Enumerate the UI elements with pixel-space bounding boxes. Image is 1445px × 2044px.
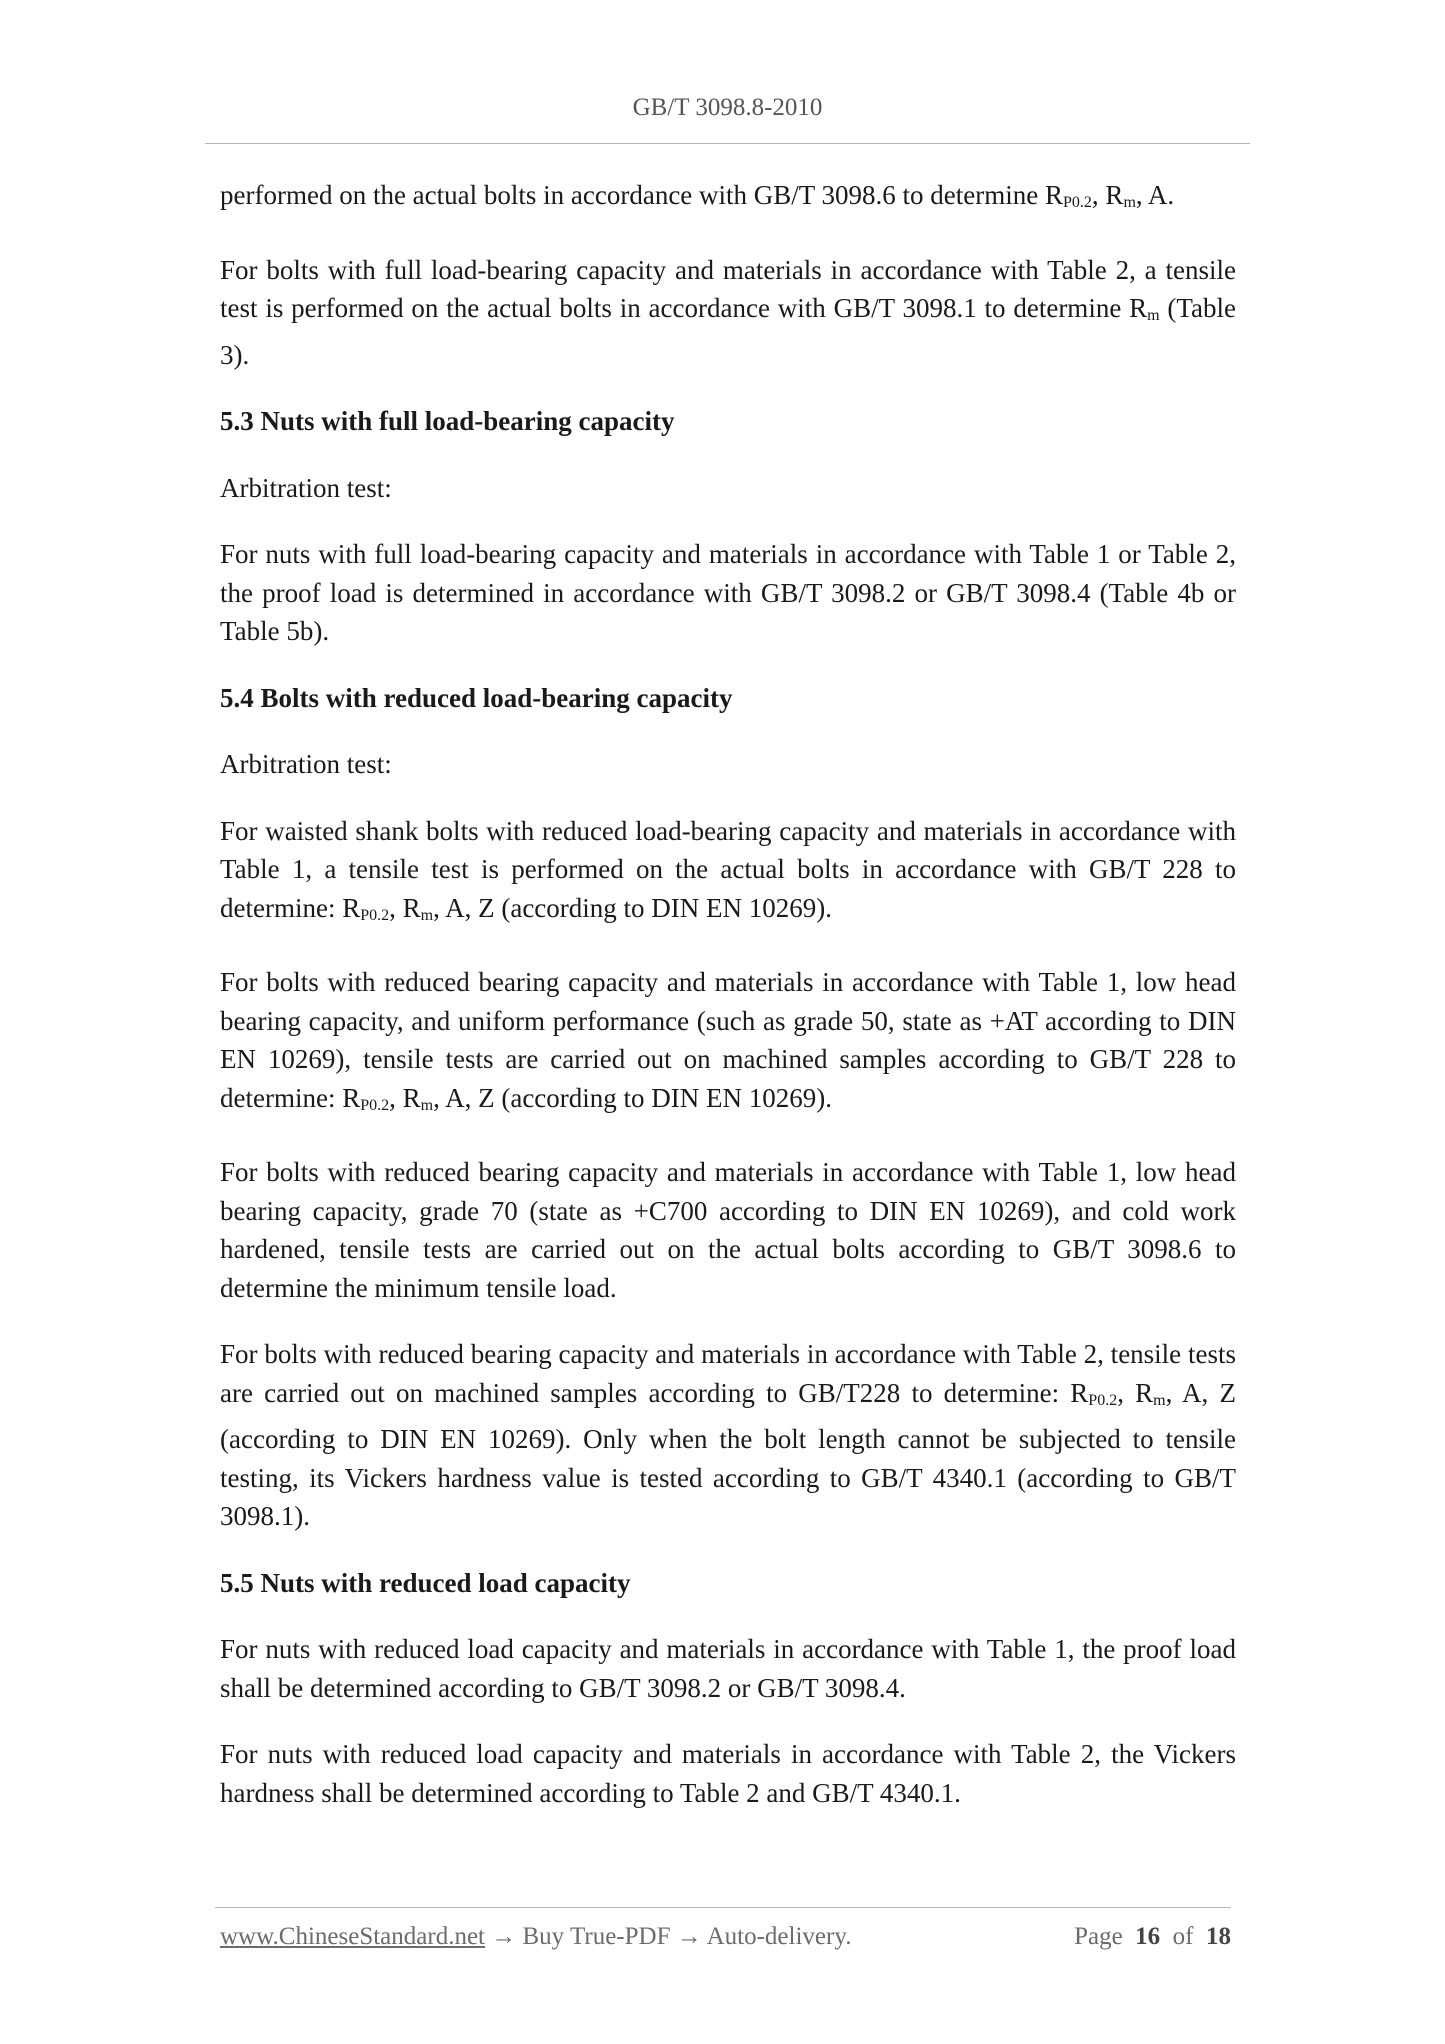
paragraph: For bolts with reduced bearing capacity and materials in accordance with Table 2, tensile tests are carried out on machined samples according to GB/T228 to determine: RP0.2, Rm, A, Z (according to DIN EN 10269). Only when the bolt length cannot be subjected to tensile testing, its Vickers hardness value is tested according to GB/T 4340.1 (according to GB/T 3098.1). [220,1339,1236,1531]
document-body [220,176,1236,1840]
arrow-icon: → [670,1923,707,1950]
paragraph: For nuts with full load-bearing capacity and materials in accordance with Table 1 or Table 2, the proof load is determined in accordance with GB/T 3098.2 or GB/T 3098.4 (Table 4b or Table 5b). [220,539,1236,646]
paragraph: For nuts with reduced load capacity and materials in accordance with Table 1, the proof load shall be determined according to GB/T 3098.2 or GB/T 3098.4. [220,1634,1236,1703]
website-link[interactable]: www.ChineseStandard.net [220,1923,485,1950]
section-heading-5-4: 5.4 Bolts with reduced load-bearing capacity [220,682,733,713]
section-heading-5-3: 5.3 Nuts with full load-bearing capacity [220,406,675,436]
auto-delivery-text: Auto-delivery. [706,1923,852,1950]
paragraph: For waisted shank bolts with reduced load-bearing capacity and materials in accordance with Table 1, a tensile test is performed on the actual bolts in accordance with GB/T 228 to determine: RP0.2, Rm, A, Z (according to DIN EN 10269). [220,815,1236,924]
header-divider [205,143,1250,144]
paragraph: performed on the actual bolts in accordance with GB/T 3098.6 to determine RP0.2, Rm, A. [220,180,1175,211]
page-header: GB/T 3098.8-2010 [632,94,823,121]
paragraph: For nuts with reduced load capacity and materials in accordance with Table 2, the Vickers hardness shall be determined according to Table 2 and GB/T 4340.1. [220,1739,1236,1808]
section-heading-5-5: 5.5 Nuts with reduced load capacity [220,1567,631,1598]
page-number: Page 16 of 18 [1074,1923,1231,1950]
page-footer [220,1923,1231,1951]
paragraph: For bolts with reduced bearing capacity and materials in accordance with Table 1, low head bearing capacity, and uniform performance (such as grade 50, state as +AT according to DIN EN 10269), tensile tests are carried out on machined samples according to GB/T 228 to determine: RP0.2, Rm, A, Z (according to DIN EN 10269). [220,967,1236,1114]
paragraph: Arbitration test: [220,472,392,503]
paragraph: Arbitration test: [220,749,392,779]
paragraph: For bolts with reduced bearing capacity and materials in accordance with Table 1, low head bearing capacity, grade 70 (state as +C700 according to DIN EN 10269), and cold work hardened, tensile tests are carried out on the actual bolts according to GB/T 3098.6 to determine the minimum tensile load. [220,1157,1236,1303]
footer-links [220,1923,851,1951]
arrow-icon: → [485,1923,523,1950]
buy-pdf-text: Buy True-PDF [522,1923,671,1950]
paragraph: For bolts with full load-bearing capacity and materials in accordance with Table 2, a tensile test is performed on the actual bolts in accordance with GB/T 3098.1 to determine Rm (Table 3). [220,254,1236,370]
footer-divider [215,1907,1231,1908]
